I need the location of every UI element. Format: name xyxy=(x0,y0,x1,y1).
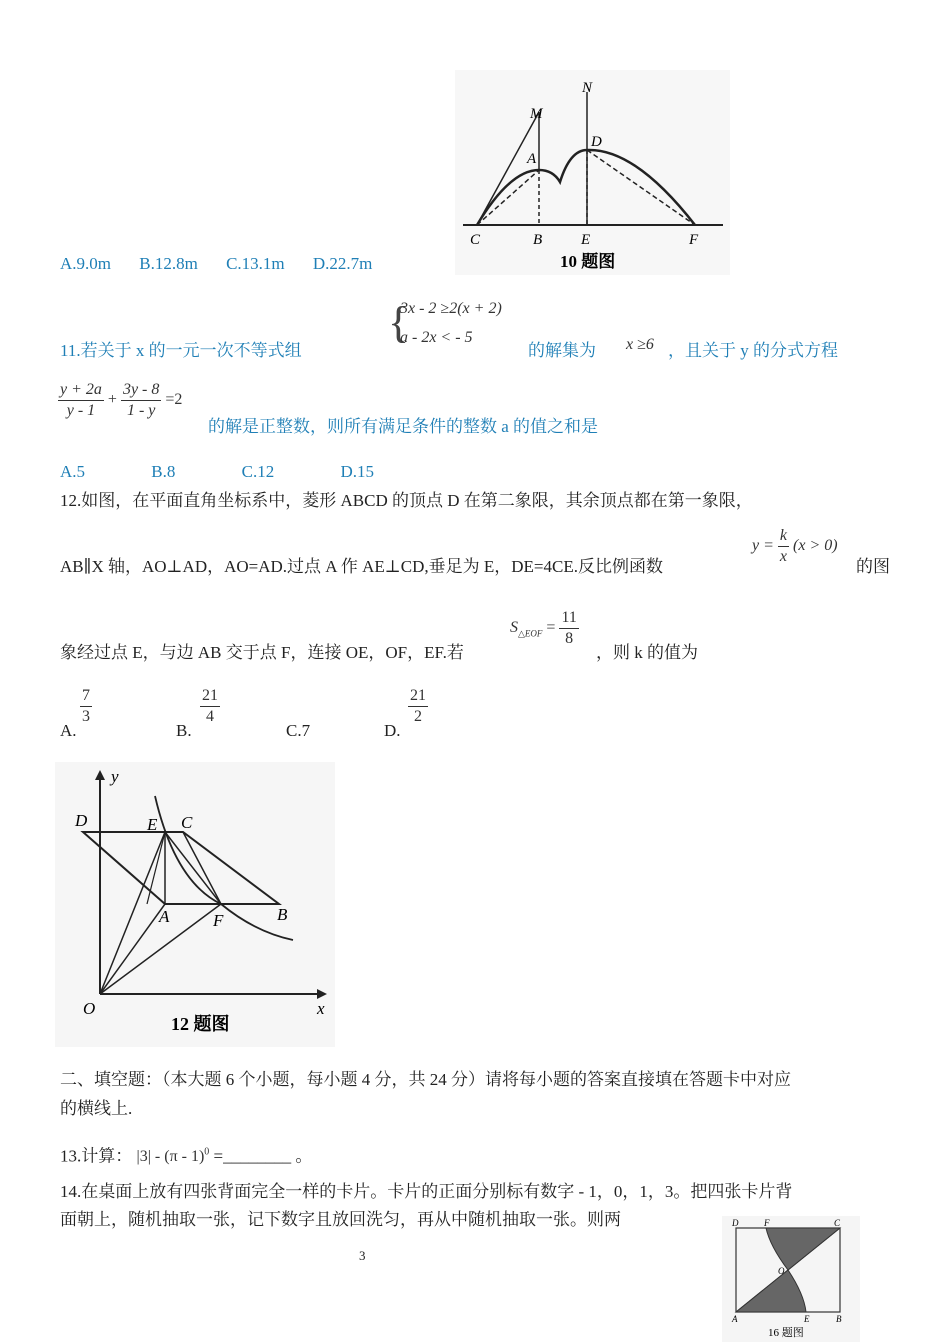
q12-line3b: ，则 k 的值为 xyxy=(596,643,698,662)
q12-line3a: 象经过点 E，与边 AB 交于点 F，连接 OE，OF，EF.若 xyxy=(60,643,464,662)
q12-option-a-label: A. xyxy=(60,721,77,740)
q12-label-O: O xyxy=(83,999,96,1018)
q12-label-C: C xyxy=(181,813,193,832)
q11-suffix: ，且关于 y 的分式方程 xyxy=(668,341,838,360)
q11-prefix: 11.若关于 x 的一元一次不等式组 xyxy=(60,341,302,360)
q10-option-d: D.22.7m xyxy=(312,254,373,273)
q11-solution: x ≥6 xyxy=(626,336,654,353)
q12-label-E: E xyxy=(147,815,158,834)
q11-options xyxy=(60,457,374,487)
q13 xyxy=(60,1138,312,1172)
q10-label-N: N xyxy=(582,80,593,96)
q11-option-a: A.5 xyxy=(60,462,86,481)
q12-label-F: F xyxy=(213,911,224,930)
q12-area-eq: = xyxy=(546,619,556,637)
q16-label-E: E xyxy=(804,1314,810,1324)
q12-figure-caption: 12 题图 xyxy=(171,1014,230,1034)
q12-option-d-label: D. xyxy=(384,721,401,740)
q11-line2: 的解是正整数，则所有满足条件的整数 a 的值之和是 xyxy=(208,417,599,436)
q14-line2: 面朝上，随机抽取一张，记下数字且放回洗匀，再从中随机抽取一张。则两 xyxy=(60,1210,621,1229)
q12-line2a: AB∥X 轴，AO⊥AD，AO=AD.过点 A 作 AE⊥CD,垂足为 E，DE=4CE.反比例函数 xyxy=(60,557,663,576)
q13-expression: |3| - (π - 1)$^0$ xyxy=(136,1147,210,1166)
q11-frac2-num: 3y - 8 xyxy=(121,380,161,401)
q11-inequality-system xyxy=(388,296,538,356)
q12-line1: 12.如图，在平面直角坐标系中，菱形 ABCD 的顶点 D 在第二象限，其余顶点都在第一象限， xyxy=(60,491,753,510)
q12-option-b-label: B. xyxy=(176,721,192,740)
q10-label-B: B xyxy=(533,232,543,248)
q10-figure-caption: 10 题图 xyxy=(560,252,616,271)
q12-func-cond: (x > 0) xyxy=(793,537,838,555)
q12-area-num: 11 xyxy=(559,608,578,629)
q12-option-c: C.7 xyxy=(286,721,311,740)
q11-option-d: D.15 xyxy=(340,462,374,481)
q10-label-C: C xyxy=(470,232,481,248)
q10-option-a: A.9.0m xyxy=(60,254,111,273)
q10-option-c: C.13.1m xyxy=(226,254,285,273)
q12-line2b: 的图 xyxy=(856,557,890,576)
q10-label-M: M xyxy=(530,106,543,122)
q12-figure xyxy=(55,762,335,1047)
q13-exponent: 0 xyxy=(204,1147,210,1158)
q12-func-k: k xyxy=(778,526,789,547)
section2-heading-line2: 的横线上. xyxy=(60,1099,133,1118)
q16-figure-caption: 16 题图 xyxy=(768,1327,804,1339)
q16-label-C: C xyxy=(834,1218,841,1228)
q12-label-A: A xyxy=(159,907,170,926)
page-number: 3 xyxy=(359,1248,366,1263)
q12-option-a-frac: $\frac{7}{3}$ xyxy=(82,687,90,725)
q10-option-b: B.12.8m xyxy=(139,254,198,273)
q11-frac1-den: y - 1 xyxy=(66,402,96,419)
q11-brace: { xyxy=(388,298,410,347)
q12-func-y: y = xyxy=(752,537,774,555)
q12-axis-label-x: x xyxy=(317,999,325,1018)
q10-options xyxy=(60,249,372,279)
q16-label-F: F xyxy=(764,1218,770,1228)
q12-func-x: x xyxy=(779,548,788,565)
q12-label-B: B xyxy=(277,905,288,924)
q13-answer-blank: =________ 。 xyxy=(213,1146,313,1166)
section2-heading-line1: 二、填空题：（本大题 6 个小题，每小题 4 分，共 24 分）请将每小题的答案直接填在答题卡中对应 xyxy=(60,1070,791,1089)
q12-axis-label-y: y xyxy=(111,767,119,786)
q12-function xyxy=(752,526,838,567)
q12-option-b-frac: $\frac{21}{4}$ xyxy=(202,687,218,725)
q13-prefix: 13.计算： xyxy=(60,1146,133,1166)
q16-figure xyxy=(722,1216,860,1342)
q11-frac2-den: 1 - y xyxy=(126,402,156,419)
q10-label-A: A xyxy=(527,151,537,167)
q16-label-A: A xyxy=(732,1314,738,1324)
q12-label-D: D xyxy=(75,811,88,830)
q11-fraction-equation: $\frac{y + 2a}{y - 1}$ + $\frac{3y - 8}{1 - y}$ =2 xyxy=(60,381,183,419)
q10-label-E: E xyxy=(581,232,591,248)
q11-option-c: C.12 xyxy=(241,462,275,481)
q12-area-symbol: S xyxy=(510,619,518,637)
q10-figure xyxy=(455,70,730,275)
q12-option-d-frac: $\frac{21}{2}$ xyxy=(410,687,426,725)
q16-label-O: O xyxy=(778,1266,785,1276)
q10-label-F: F xyxy=(689,232,699,248)
q10-label-D: D xyxy=(591,134,602,150)
q14-line1: 14.在桌面上放有四张背面完全一样的卡片。卡片的正面分别标有数字 - 1，0，1，3。把四张卡片背 xyxy=(60,1182,793,1201)
q12-area-den: 8 xyxy=(565,630,574,647)
q11-option-b: B.8 xyxy=(151,462,176,481)
q12-area-sub: △EOF xyxy=(518,628,543,639)
q11-mid-text: 的解集为 xyxy=(528,341,596,360)
q16-label-D: D xyxy=(732,1218,739,1228)
q11-frac1-num: y + 2a xyxy=(58,380,104,401)
q11-ineq1: 3x - 2 ≥2(x + 2) xyxy=(400,300,502,317)
q12-area-condition xyxy=(510,608,579,649)
q11-rhs: =2 xyxy=(165,391,183,409)
q11-ineq2: a - 2x < - 5 xyxy=(400,329,473,346)
q16-label-B: B xyxy=(836,1314,842,1324)
